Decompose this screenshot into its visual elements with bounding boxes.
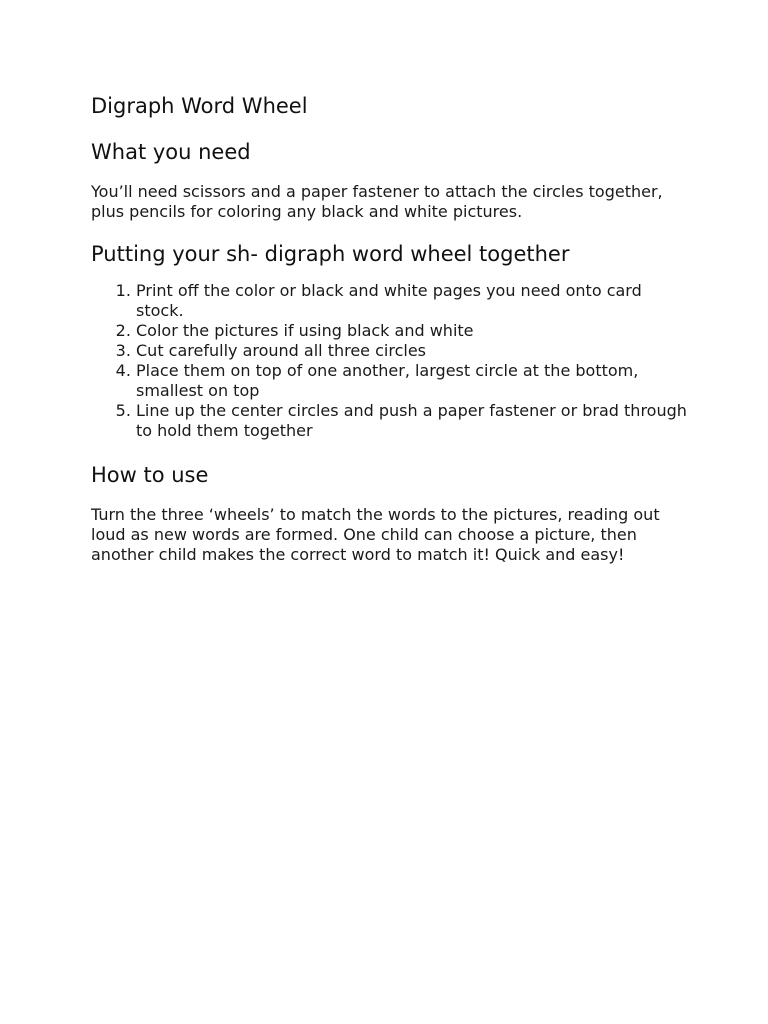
putting-together-heading: Putting your sh- digraph word wheel together [91,242,570,266]
step-item: 5. Line up the center circles and push a paper fastener or brad through to hold them together [136,401,691,441]
step-item: 3. Cut carefully around all three circles [136,341,691,361]
document-page [91,92,691,565]
document-title: Digraph Word Wheel [91,94,308,118]
step-item: 1. Print off the color or black and white pages you need onto card stock. [136,281,691,321]
step-item: 2. Color the pictures if using black and white [136,321,691,341]
what-you-need-text: You’ll need scissors and a paper fastener to attach the circles together, plus pencils for coloring any black and white pictures. [91,182,663,221]
how-to-use-text: Turn the three ‘wheels’ to match the words to the pictures, reading out loud as new words are formed. One child can choose a picture, then another child makes the correct word to match it! Quick and easy! [91,505,660,564]
step-item: 4. Place them on top of one another, largest circle at the bottom, smallest on top [136,361,691,401]
what-you-need-heading: What you need [91,140,251,164]
steps-list [91,281,691,441]
how-to-use-heading: How to use [91,463,209,487]
